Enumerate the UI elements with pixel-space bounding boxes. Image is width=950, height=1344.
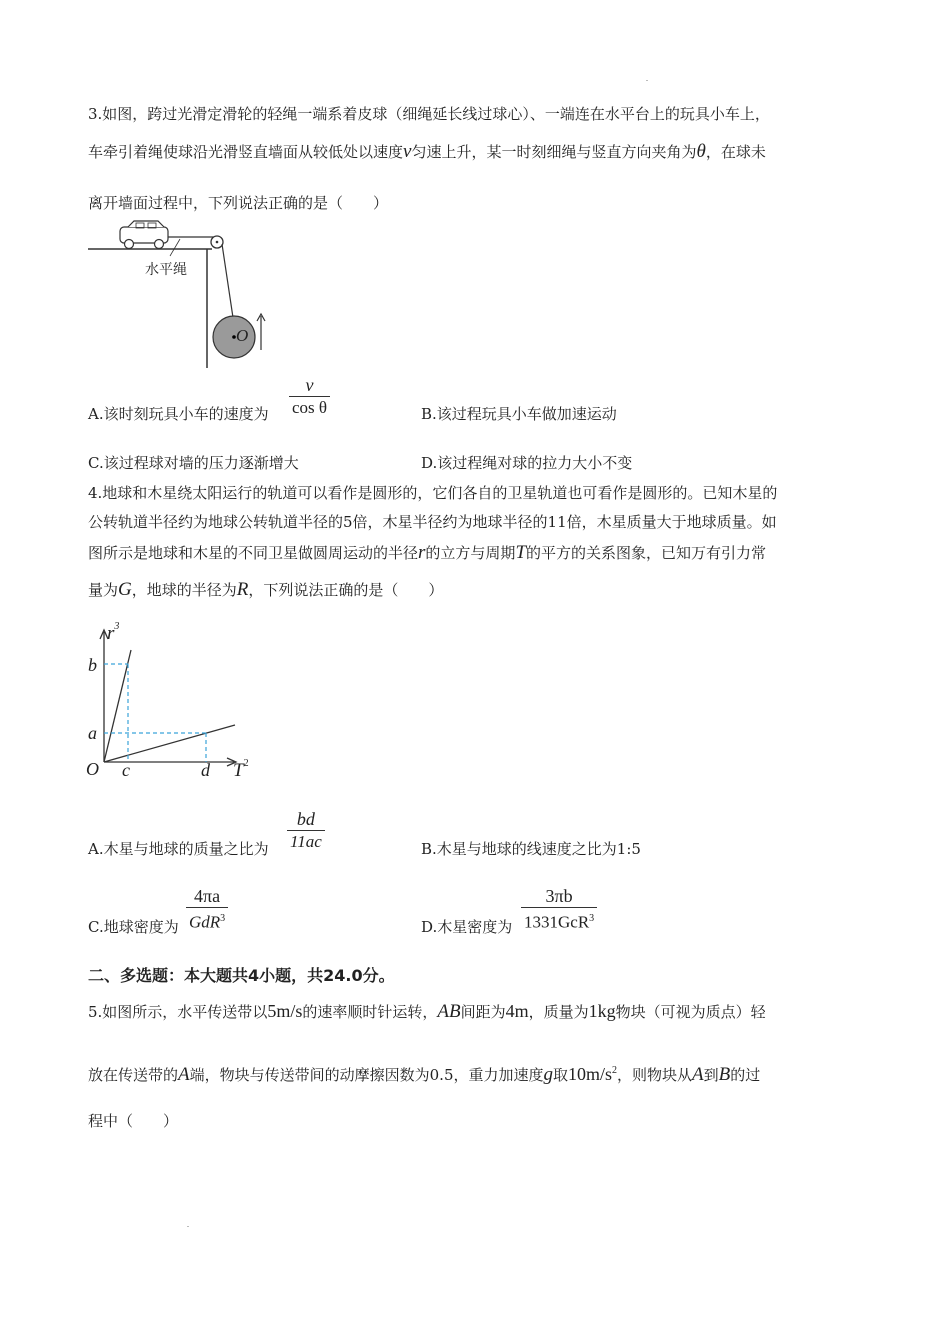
q4-option-b: B.木星与地球的线速度之比为1:5: [421, 840, 641, 858]
q5-line-1d: ，质量为: [528, 1003, 589, 1021]
y-axis-label: [107, 620, 120, 645]
toy-car-icon: [120, 221, 168, 249]
q4-option-d-den: [521, 907, 597, 934]
q4-var-T: T: [515, 542, 527, 563]
q4-option-d-den-exp: 3: [589, 913, 595, 924]
q3-option-a-den: cos θ: [289, 396, 330, 419]
q4-line-4a: 量为: [88, 581, 119, 599]
q4-option-a: A.木星与地球的质量之比为: [88, 840, 269, 858]
q3-line-1: 3.如图，跨过光滑定滑轮的轻绳一端系着皮球（细绳延长线过球心）、一端连在水平台上的玩具小车上，: [88, 105, 770, 123]
q5-var-AB: AB: [437, 1001, 461, 1022]
q5-line-2f: 的过: [730, 1066, 761, 1084]
q4-var-r: r: [418, 542, 426, 563]
q4-option-c-den-exp: 3: [220, 913, 226, 924]
q4-var-G: G: [118, 579, 132, 600]
q4-line-2: 公转轨道半径约为地球公转轨道半径的5倍，木星半径约为地球半径的11倍，木星质量大于地球质量。如: [88, 513, 777, 531]
tick-c: c: [122, 760, 130, 780]
q5-line-1: [88, 1001, 766, 1022]
q4-line-4: [88, 580, 443, 600]
scan-dot-bottom: [187, 1226, 189, 1227]
q3-line-2c: ，在球未: [705, 143, 766, 161]
q4-option-a-num: bd: [296, 809, 315, 829]
q5-line-2d: ，则物块从: [617, 1066, 693, 1084]
rope-label-leader: [170, 239, 180, 256]
q5-line-2e: 到: [703, 1066, 719, 1084]
tick-b: b: [88, 655, 97, 675]
q5-var-B: B: [718, 1064, 731, 1085]
q5-speed: 5m/s: [267, 1001, 303, 1021]
q4-option-c: C.地球密度为: [88, 918, 179, 936]
q3-line-2a: 车牵引着绳使球沿光滑竖直墙面从较低处以速度: [88, 143, 404, 161]
q5-line-1a: 5.如图所示，水平传送带以: [88, 1003, 268, 1021]
x-axis-exponent: 2: [243, 757, 249, 769]
jupiter-line: [104, 650, 131, 762]
q3-option-a: A.该时刻玩具小车的速度为: [88, 405, 269, 423]
q4-option-a-den: 11ac: [287, 830, 325, 853]
q3-option-a-num: v: [305, 375, 314, 395]
scan-dot: [646, 80, 648, 81]
q4-line-4c: ，下列说法正确的是（ ）: [248, 581, 444, 599]
q4-option-c-den: [186, 907, 228, 934]
q4-option-c-fraction: [186, 885, 228, 934]
q3-option-b: B.该过程玩具小车做加速运动: [421, 405, 617, 423]
rope-label: 水平绳: [145, 262, 187, 278]
q4-var-R: R: [236, 579, 249, 600]
tick-d: d: [201, 760, 210, 780]
q5-distance: 4m: [505, 1001, 529, 1021]
q3-pulley-figure: [88, 218, 288, 368]
ball-center-label: O: [236, 326, 249, 345]
q4-line-4b: ，地球的半径为: [131, 581, 237, 599]
q4-option-d-den-base: 1331GcR: [524, 912, 590, 932]
q5-line-2b: 端，物块与传送带间的动摩擦因数为0.5，重力加速度: [189, 1066, 544, 1084]
q5-line-1e: 物块（可视为质点）轻: [615, 1003, 766, 1021]
origin-label: O: [86, 759, 99, 779]
q4-option-d-num: 3πb: [545, 886, 573, 906]
q4-option-c-num: 4πa: [194, 886, 221, 906]
y-axis-var: r: [107, 623, 115, 644]
q5-accel-exp: 2: [612, 1065, 618, 1076]
q5-accel-base: 10m/s: [568, 1064, 613, 1084]
q4-option-d: D.木星密度为: [421, 918, 513, 936]
q3-line-3: 离开墙面过程中，下列说法正确的是（ ）: [88, 194, 389, 212]
section-heading: 二、多选题：本大题共4小题，共24.0分。: [88, 966, 395, 985]
q3-line-2b: 匀速上升，某一时刻细绳与竖直方向夹角为: [411, 143, 697, 161]
q4-graph: [80, 620, 280, 790]
q5-line-1c: 间距为: [460, 1003, 506, 1021]
q4-line-3b: 的立方与周期: [425, 544, 516, 562]
x-axis-var: T: [233, 760, 244, 781]
q3-line-2: [88, 142, 766, 162]
q4-line-3c: 的平方的关系图象，已知万有引力常: [526, 544, 767, 562]
q5-line-2c: 取: [552, 1066, 568, 1084]
q3-option-c: C.该过程球对墙的压力逐渐增大: [88, 454, 299, 472]
q5-var-g: g: [543, 1064, 553, 1085]
q5-line-2: [88, 1061, 760, 1085]
q5-var-A: A: [178, 1064, 190, 1085]
q3-var-theta: θ: [696, 141, 706, 162]
q5-mass: 1kg: [588, 1001, 616, 1021]
q5-line-1b: 的速率顺时针运转，: [302, 1003, 438, 1021]
earth-line: [104, 725, 235, 762]
q3-var-v: v: [403, 141, 412, 162]
q4-line-1: 4.地球和木星绕太阳运行的轨道可以看作是圆形的，它们各自的卫星轨道也可看作是圆形的。已知木星的: [88, 484, 778, 502]
y-axis-exponent: 3: [114, 620, 120, 632]
q5-line-3: 程中（ ）: [88, 1112, 179, 1130]
tick-a: a: [88, 723, 97, 743]
q5-acceleration: [568, 1064, 617, 1084]
q3-option-a-fraction: [289, 374, 330, 419]
q4-option-d-fraction: [521, 885, 597, 934]
q4-option-a-fraction: [287, 808, 325, 853]
q5-var-A2: A: [692, 1064, 704, 1085]
q3-option-d: D.该过程绳对球的拉力大小不变: [421, 454, 633, 472]
q4-option-c-den-base: GdR: [189, 912, 221, 932]
q4-line-3: [88, 543, 766, 563]
x-axis-label: [233, 757, 249, 782]
q5-line-2a: 放在传送带的: [88, 1066, 179, 1084]
q4-line-3a: 图所示是地球和木星的不同卫星做圆周运动的半径: [88, 544, 419, 562]
